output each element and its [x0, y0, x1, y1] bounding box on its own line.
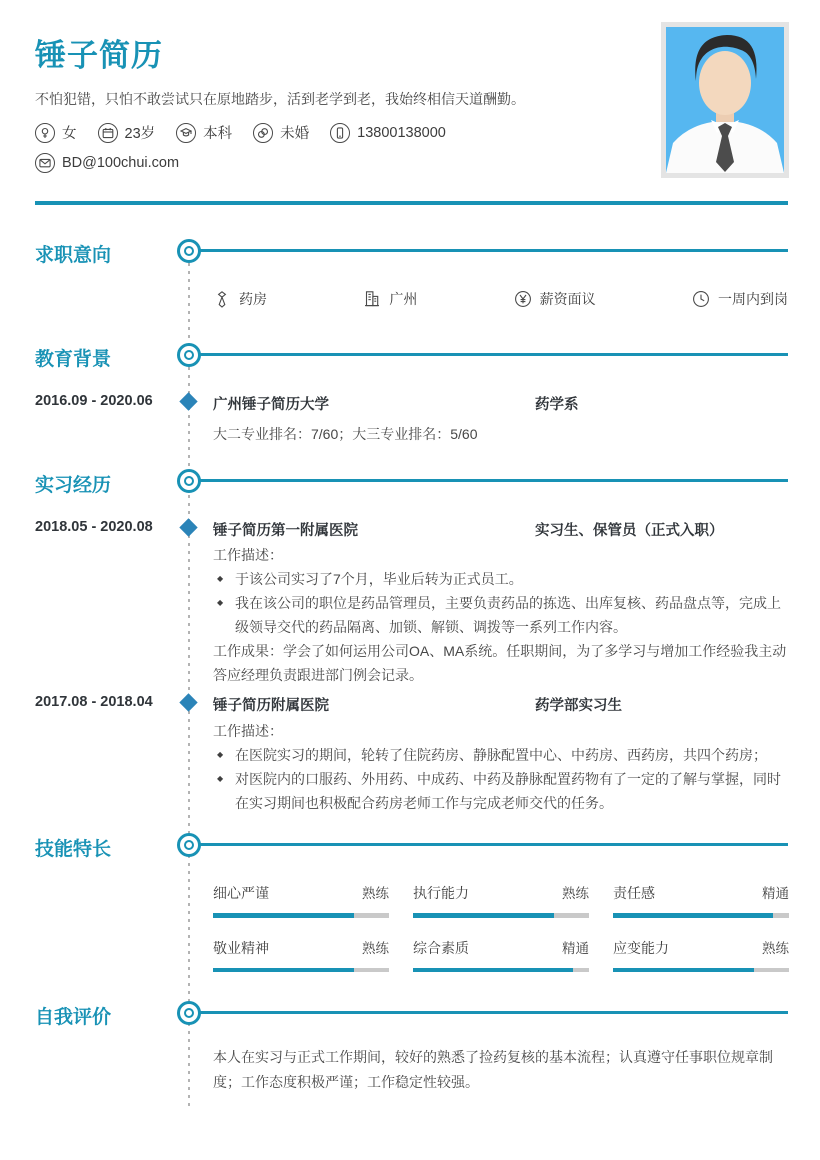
bullet-icon: ◆: [217, 574, 224, 583]
skill-name: 综合素质: [413, 939, 469, 956]
section-rule-education: [200, 353, 788, 356]
internship1-result: 工作成果：学会了如何运用公司OA、MA系统。任职期间，为了多学习与增加工作经验我主动答应经理负责跟进部门例会记录。: [213, 643, 787, 683]
skill-level: 熟练: [362, 886, 389, 901]
email-value: BD@100chui.com: [62, 155, 180, 171]
gender-value: 女: [62, 126, 77, 142]
timeline-dotted-line: [188, 263, 190, 1108]
section-rule-evaluation: [200, 1011, 788, 1014]
skill-level: 熟练: [762, 940, 789, 956]
skill-bar-fill: [213, 913, 354, 918]
timeline-node-internship: [177, 469, 201, 493]
building-icon: [363, 290, 381, 308]
skill-bar-track: [213, 913, 389, 918]
evaluation-text: 本人在实习与正式工作期间，较好的熟悉了捡药复核的基本流程；认真遵守任事职位规章制度；工作态度积极严谨；工作稳定性较强。: [213, 1049, 773, 1090]
intent-city-text: 广州: [389, 291, 418, 307]
skill-item: [613, 937, 789, 973]
gender-info: [35, 122, 77, 143]
gender-icon: [35, 123, 55, 143]
internship2-role: 药学部实习生: [535, 698, 622, 714]
skill-name: 责任感: [613, 885, 655, 901]
list-item: [213, 767, 790, 815]
skill-bar-fill: [413, 968, 573, 973]
bullet-icon: ◆: [217, 598, 224, 607]
skill-bar-fill: [613, 913, 773, 918]
section-rule-internship: [200, 479, 788, 482]
intent-salary: [514, 289, 596, 309]
tie-icon: [213, 290, 231, 308]
degree-value: 本科: [203, 126, 233, 142]
section-title-skills: 技能特长: [35, 839, 112, 860]
timeline-diamond-internship2: [179, 693, 197, 711]
bullet-icon: ◆: [217, 750, 224, 759]
email-icon: [35, 153, 55, 173]
skill-level: 精通: [762, 886, 789, 901]
intent-availability-text: 一周内到岗: [717, 291, 788, 307]
education-major: 药学系: [535, 397, 579, 413]
section-title-intention: 求职意向: [35, 245, 112, 266]
skill-bar-fill: [213, 968, 354, 973]
skill-name: 应变能力: [613, 939, 669, 956]
skill-name: 细心严谨: [213, 885, 269, 901]
timeline-diamond-education: [179, 392, 197, 410]
education-detail: 大二专业排名：7/60；大三专业排名：5/60: [213, 426, 478, 442]
section-title-evaluation: 自我评价: [35, 1007, 112, 1028]
intent-city: [363, 289, 417, 309]
skill-bar-track: [213, 968, 389, 973]
internship1-desc-label: 工作描述：: [213, 547, 283, 563]
list-item: [213, 743, 790, 767]
motto-text: 不怕犯错，只怕不敢尝试只在原地踏步，活到老学到老，我始终相信天道酬勤。: [35, 91, 525, 107]
timeline-node-skills: [177, 833, 201, 857]
timeline-diamond-internship1: [179, 518, 197, 536]
skills-grid: [213, 882, 790, 972]
internship2-desc-label: 工作描述：: [213, 723, 283, 739]
age-value: 23岁: [124, 126, 156, 142]
education-period: 2016.09 - 2020.06: [35, 393, 153, 409]
section-title-internship: 实习经历: [35, 475, 112, 496]
internship1-period: 2018.05 - 2020.08: [35, 519, 153, 535]
timeline-node-intention: [177, 239, 201, 263]
skill-item: [613, 882, 789, 918]
skill-bar-track: [413, 968, 589, 973]
skill-bar-track: [613, 913, 789, 918]
list-item: [213, 567, 790, 591]
internship2-description: [213, 719, 790, 815]
degree-info: [176, 122, 232, 143]
phone-value: 13800138000: [357, 124, 446, 141]
internship1-role: 实习生、保管员（正式入职）: [535, 523, 724, 539]
skill-item: [413, 937, 589, 973]
internship1-bullet-2: 我在该公司的职位是药品管理员，主要负责药品的拣选、出库复核、药品盘点等，完成上级领导交代的药品隔离、加锁、解锁、调拨等一系列工作内容。: [235, 595, 781, 635]
email-row: [35, 153, 179, 173]
intent-availability: [692, 289, 788, 309]
section-rule-intention: [200, 249, 788, 252]
skill-bar-fill: [413, 913, 554, 918]
phone-icon: [330, 123, 350, 143]
age-icon: [98, 123, 118, 143]
basic-info-row: [35, 122, 446, 143]
internship2-bullet-1: 在医院实习的期间，轮转了住院药房、静脉配置中心、中药房、西药房，共四个药房；: [235, 747, 767, 763]
internship1-bullet-1: 于该公司实习了7个月，毕业后转为正式员工。: [235, 571, 523, 587]
header-divider: [35, 201, 788, 205]
skill-level: 熟练: [362, 940, 389, 956]
bullet-icon: ◆: [217, 774, 224, 783]
avatar: [661, 22, 789, 178]
marital-icon: [253, 123, 273, 143]
marital-value: 未婚: [280, 126, 310, 142]
internship1-description: [213, 543, 790, 687]
email-info: [35, 153, 179, 173]
section-rule-skills: [200, 843, 788, 846]
list-item: [213, 591, 790, 639]
skill-item: [213, 882, 389, 918]
skill-bar-fill: [613, 968, 754, 973]
internship2-period: 2017.08 - 2018.04: [35, 694, 153, 710]
section-title-education: 教育背景: [35, 349, 112, 370]
skill-item: [213, 937, 389, 973]
internship2-org: 锤子简历附属医院: [213, 698, 329, 714]
salary-icon: [514, 290, 532, 308]
internship2-bullet-2: 对医院内的口服药、外用药、中成药、中药及静脉配置药物有了一定的了解与掌握，同时在实习期间也积极配合药房老师工作与完成老师交代的任务。: [235, 771, 781, 811]
skill-name: 执行能力: [413, 885, 469, 901]
timeline-node-evaluation: [177, 1001, 201, 1025]
timeline-node-education: [177, 343, 201, 367]
intent-salary-text: 薪资面议: [539, 291, 596, 307]
skill-name: 敬业精神: [213, 939, 269, 956]
age-info: [98, 122, 156, 143]
education-school: 广州锤子简历大学: [213, 397, 329, 413]
internship1-org: 锤子简历第一附属医院: [213, 523, 358, 539]
intent-position-text: 药房: [239, 291, 267, 307]
intention-items: [213, 289, 788, 309]
skill-bar-track: [613, 968, 789, 973]
skill-level: 精通: [562, 940, 589, 956]
phone-info: [330, 123, 446, 143]
clock-icon: [692, 290, 710, 308]
skill-item: [413, 882, 589, 918]
degree-icon: [176, 123, 196, 143]
skill-level: 熟练: [562, 886, 589, 901]
marital-info: [253, 122, 309, 143]
intent-position: [213, 289, 267, 309]
skill-bar-track: [413, 913, 589, 918]
page-title: 锤子简历: [35, 38, 163, 73]
